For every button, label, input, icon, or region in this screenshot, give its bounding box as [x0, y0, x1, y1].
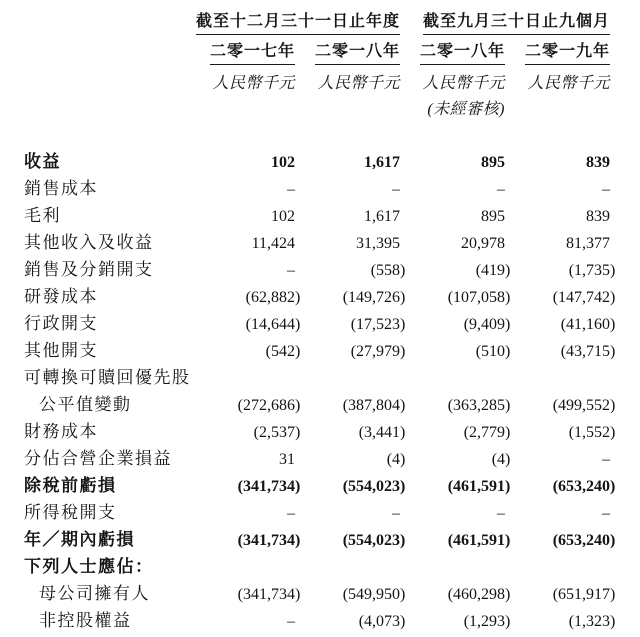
closing-paren: ) — [400, 613, 406, 630]
value-cell: – — [287, 262, 295, 279]
row-label: 公平值變動 — [39, 395, 132, 414]
value-cell: (499,552) — [552, 397, 616, 414]
value-cell: (460,298) — [447, 586, 511, 603]
value-cell: – — [287, 505, 295, 522]
value-cell: (554,023) — [342, 532, 406, 549]
empty-header-cell — [512, 93, 617, 119]
value-cell: 31 — [279, 451, 295, 468]
value-cell: (558) — [370, 262, 406, 279]
closing-paren: ) — [295, 478, 301, 495]
row-label: 收益 — [24, 152, 61, 171]
table-row — [0, 199, 617, 226]
value-cell: – — [287, 181, 295, 198]
closing-paren: ) — [505, 613, 511, 630]
value-cell: (461,591) — [447, 478, 511, 495]
table-row — [0, 577, 617, 604]
closing-paren: ) — [295, 289, 301, 306]
period-group-title-nine-months: 截至九月三十日止九個月 — [423, 8, 610, 35]
year-header-2018: 二零一八年 — [315, 38, 400, 65]
value-cell: (363,285) — [447, 397, 511, 414]
row-label: 其他開支 — [24, 341, 98, 360]
row-label: 分佔合營企業損益 — [24, 449, 172, 468]
table-row — [0, 415, 617, 442]
value-cell: (9,409) — [463, 316, 511, 333]
value-cell: (4) — [386, 451, 406, 468]
value-cell: – — [602, 505, 611, 522]
value-cell: (27,979) — [350, 343, 406, 360]
row-label: 除稅前虧損 — [24, 476, 117, 495]
value-cell: (542) — [265, 343, 301, 360]
year-header-cell — [512, 35, 617, 65]
closing-paren: ) — [505, 343, 511, 360]
value-cell: (653,240) — [552, 532, 616, 549]
value-cell: 102 — [271, 208, 295, 225]
closing-paren: ) — [610, 424, 616, 441]
unit-label: 人民幣千元 — [422, 75, 506, 92]
closing-paren: ) — [400, 343, 406, 360]
value-cell: – — [602, 181, 611, 198]
empty-header-cell — [302, 93, 407, 119]
value-cell: (43,715) — [560, 343, 616, 360]
closing-paren: ) — [610, 478, 616, 495]
row-label: 財務成本 — [24, 422, 98, 441]
value-cell: (1,323) — [568, 613, 616, 630]
closing-paren: ) — [610, 262, 616, 279]
table-header — [0, 8, 617, 119]
closing-paren: ) — [295, 532, 301, 549]
row-label: 非控股權益 — [39, 611, 132, 630]
period-group-row — [0, 8, 617, 35]
closing-paren: ) — [400, 586, 406, 603]
row-label: 行政開支 — [24, 314, 98, 333]
currency-unit-row — [0, 65, 617, 93]
year-header-2017: 二零一七年 — [210, 38, 295, 65]
value-cell: (1,552) — [568, 424, 616, 441]
closing-paren: ) — [400, 397, 406, 414]
year-header-cell — [407, 35, 512, 65]
closing-paren: ) — [400, 262, 406, 279]
value-cell: (461,591) — [447, 532, 511, 549]
closing-paren: ) — [610, 316, 616, 333]
value-cell: 1,617 — [364, 208, 401, 225]
closing-paren: ) — [505, 532, 511, 549]
value-cell: 895 — [481, 154, 506, 171]
value-cell — [512, 361, 617, 388]
table-body — [0, 119, 617, 631]
empty-header-cell — [170, 93, 302, 119]
row-label: 其他收入及收益 — [24, 233, 154, 252]
closing-paren: ) — [505, 451, 511, 468]
row-label: 年／期內虧損 — [24, 530, 135, 549]
value-cell: (2,779) — [463, 424, 511, 441]
table-row — [0, 469, 617, 496]
empty-header-cell — [0, 35, 170, 65]
value-cell: (387,804) — [342, 397, 406, 414]
value-cell: – — [497, 505, 506, 522]
value-cell: 102 — [271, 154, 295, 171]
value-cell: (3,441) — [358, 424, 406, 441]
table-row — [0, 253, 617, 280]
closing-paren: ) — [295, 343, 301, 360]
closing-paren: ) — [610, 289, 616, 306]
empty-header-cell — [0, 8, 170, 35]
row-label: 銷售及分銷開支 — [24, 260, 154, 279]
value-cell: 839 — [586, 208, 611, 225]
value-cell: – — [392, 181, 401, 198]
row-label: 母公司擁有人 — [39, 584, 150, 603]
value-cell: (41,160) — [560, 316, 616, 333]
closing-paren: ) — [505, 424, 511, 441]
empty-header-cell — [0, 93, 170, 119]
value-cell: (549,950) — [342, 586, 406, 603]
closing-paren: ) — [400, 316, 406, 333]
closing-paren: ) — [610, 586, 616, 603]
value-cell: – — [392, 505, 401, 522]
unit-label: 人民幣千元 — [317, 75, 401, 92]
value-cell — [302, 550, 407, 577]
value-cell — [512, 550, 617, 577]
value-cell: (341,734) — [237, 586, 301, 603]
value-cell: (651,917) — [552, 586, 616, 603]
year-header-2018-9m: 二零一八年 — [420, 38, 505, 65]
value-cell: 11,424 — [251, 235, 295, 252]
row-label: 研發成本 — [24, 287, 98, 306]
value-cell: – — [602, 451, 611, 468]
value-cell: 895 — [481, 208, 506, 225]
value-cell: 20,978 — [461, 235, 506, 252]
closing-paren: ) — [295, 316, 301, 333]
row-label: 銷售成本 — [24, 179, 98, 198]
value-cell: (62,882) — [245, 289, 301, 306]
empty-header-cell — [0, 65, 170, 93]
closing-paren: ) — [505, 586, 511, 603]
value-cell: (4) — [491, 451, 511, 468]
value-cell: (341,734) — [237, 478, 301, 495]
closing-paren: ) — [610, 397, 616, 414]
value-cell: (14,644) — [245, 316, 301, 333]
closing-paren: ) — [400, 478, 406, 495]
closing-paren: ) — [505, 289, 511, 306]
table-row — [0, 550, 617, 577]
table-row — [0, 361, 617, 388]
closing-paren: ) — [295, 586, 301, 603]
value-cell: (341,734) — [237, 532, 301, 549]
row-label: 毛利 — [24, 206, 61, 225]
closing-paren: ) — [505, 478, 511, 495]
income-statement-table — [0, 8, 617, 631]
period-group-cell-annual — [170, 8, 407, 35]
table-row — [0, 496, 617, 523]
value-cell: – — [497, 181, 506, 198]
value-cell: 81,377 — [566, 235, 611, 252]
year-header-cell — [302, 35, 407, 65]
period-group-cell-nine-months — [407, 8, 617, 35]
value-cell: (1,293) — [463, 613, 511, 630]
value-cell — [407, 361, 512, 388]
value-cell — [407, 550, 512, 577]
closing-paren: ) — [295, 397, 301, 414]
value-cell: (107,058) — [447, 289, 511, 306]
year-header-row — [0, 35, 617, 65]
closing-paren: ) — [505, 262, 511, 279]
table-row — [0, 523, 617, 550]
closing-paren: ) — [400, 532, 406, 549]
closing-paren: ) — [295, 424, 301, 441]
unit-label: 人民幣千元 — [212, 75, 295, 92]
value-cell: (510) — [475, 343, 511, 360]
closing-paren: ) — [400, 451, 406, 468]
value-cell: 31,395 — [356, 235, 401, 252]
row-label: 可轉換可贖回優先股 — [24, 368, 191, 387]
value-cell: (17,523) — [350, 316, 406, 333]
table-row — [0, 307, 617, 334]
closing-paren: ) — [610, 532, 616, 549]
table-row — [0, 388, 617, 415]
unaudited-note: (未經審核) — [427, 101, 506, 118]
table-row — [0, 280, 617, 307]
value-cell: (1,735) — [568, 262, 616, 279]
row-label: 所得稅開支 — [24, 503, 117, 522]
table-row — [0, 119, 617, 172]
closing-paren: ) — [610, 343, 616, 360]
unaudited-note-row — [0, 93, 617, 119]
value-cell: (2,537) — [253, 424, 301, 441]
value-cell: – — [287, 613, 295, 630]
unit-label: 人民幣千元 — [527, 75, 611, 92]
table-row — [0, 172, 617, 199]
value-cell: (272,686) — [237, 397, 301, 414]
value-cell: (554,023) — [342, 478, 406, 495]
value-cell: (149,726) — [342, 289, 406, 306]
year-header-2019-9m: 二零一九年 — [525, 38, 610, 65]
table-row — [0, 334, 617, 361]
closing-paren: ) — [610, 613, 616, 630]
period-group-title-annual: 截至十二月三十一日止年度 — [196, 8, 400, 35]
closing-paren: ) — [505, 316, 511, 333]
value-cell: (4,073) — [358, 613, 406, 630]
closing-paren: ) — [505, 397, 511, 414]
value-cell — [170, 550, 302, 577]
value-cell — [302, 361, 407, 388]
table-row — [0, 604, 617, 631]
value-cell: (653,240) — [552, 478, 616, 495]
year-header-cell — [170, 35, 302, 65]
closing-paren: ) — [400, 424, 406, 441]
value-cell: (147,742) — [552, 289, 616, 306]
value-cell: 839 — [586, 154, 611, 171]
row-label: 下列人士應佔： — [24, 557, 154, 576]
value-cell: 1,617 — [364, 154, 401, 171]
table-row — [0, 226, 617, 253]
table-row — [0, 442, 617, 469]
closing-paren: ) — [400, 289, 406, 306]
value-cell: (419) — [475, 262, 511, 279]
